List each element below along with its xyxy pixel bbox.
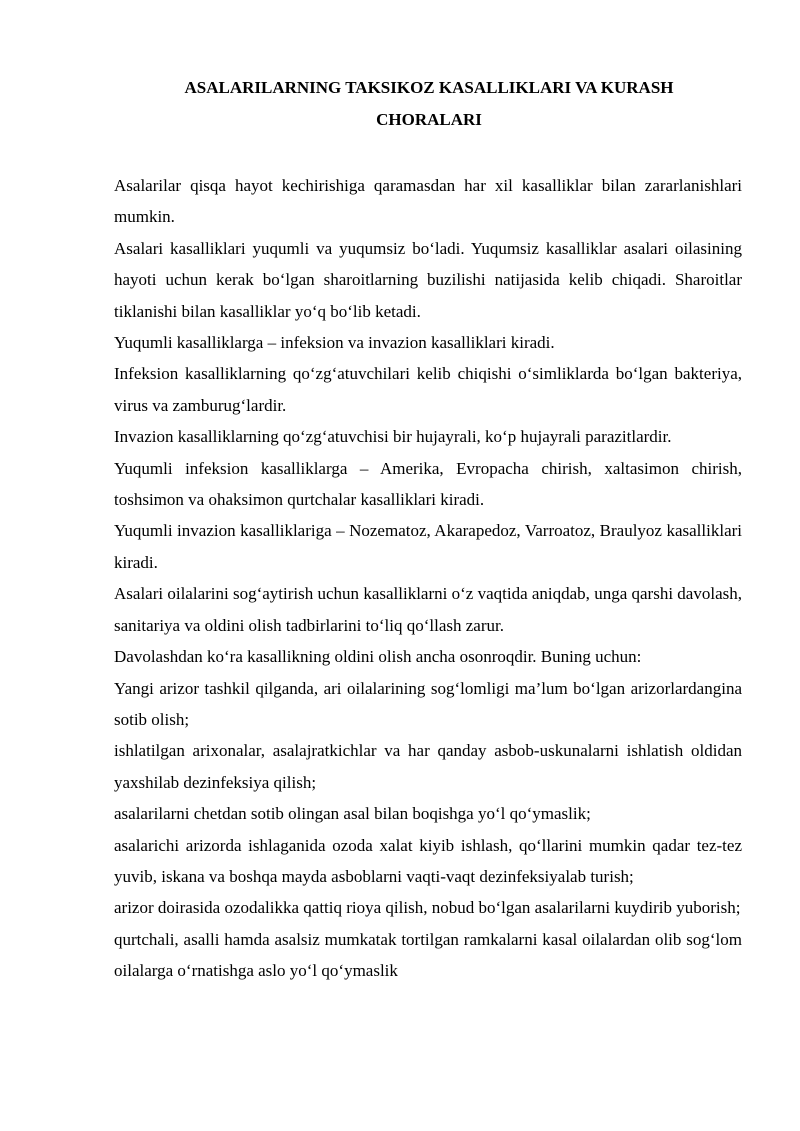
document-body — [114, 170, 742, 987]
document-title — [100, 72, 758, 136]
paragraph: asalarilarni chetdan sotib olingan asal bilan boqishga yo‘l qo‘ymaslik; — [114, 804, 591, 824]
paragraph: arizor doirasida ozodalikka qattiq rioya qilish, nobud bo‘lgan asalarilarni kuydirib yuborish; — [114, 898, 741, 918]
paragraph: qurtchali, asalli hamda asalsiz mumkatak tortilgan ramkalarni kasal oilalardan olib sog‘lom oilalarga o‘rnatishga aslo yo‘l qo‘ymaslik — [114, 929, 742, 981]
paragraph: Asalarilar qisqa hayot kechirishiga qaramasdan har xil kasalliklar bilan zararlanishlari mumkin. — [114, 176, 742, 227]
paragraph: ishlatilgan arixonalar, asalajratkichlar va har qanday asbob-uskunalarni ishlatish oldidan yaxshilab dezinfeksiya qilish; — [114, 741, 742, 792]
paragraph: Yuqumli invazion kasalliklariga – Nozematoz, Akarapedoz, Varroatoz, Braulyoz kasalliklari kiradi. — [114, 521, 742, 572]
paragraph: Asalari kasalliklari yuqumli va yuqumsiz bo‘ladi. Yuqumsiz kasalliklar asalari oilasining hayoti uchun kerak bo‘lgan sharoitlarning buzilishi natijasida kelib chiqadi. Sharoitlar tiklanishi bilan kasalliklar yo‘q bo‘lib ketadi. — [114, 238, 742, 321]
title-line-2: CHORALARI — [376, 110, 482, 129]
paragraph: Yangi arizor tashkil qilganda, ari oilalarining sog‘lomligi ma’lum bo‘lgan arizorlardangina sotib olish; — [114, 678, 742, 729]
paragraph: Yuqumli infeksion kasalliklarga – Amerika, Evropacha chirish, xaltasimon chirish, toshsimon va ohaksimon qurtchalar kasalliklari kiradi. — [114, 458, 742, 510]
title-line-1: ASALARILARNING TAKSIKOZ KASALLIKLARI VA KURASH — [184, 78, 674, 97]
paragraph: asalarichi arizorda ishlaganida ozoda xalat kiyib ishlash, qo‘llarini mumkin qadar tez-tez yuvib, iskana va boshqa mayda asboblarni vaqti-vaqt dezinfeksiyalab turish; — [114, 835, 742, 886]
paragraph: Davolashdan ko‘ra kasallikning oldini olish ancha osonroqdir. Buning uchun: — [114, 647, 642, 667]
paragraph: Invazion kasalliklarning qo‘zg‘atuvchisi bir hujayrali, ko‘p hujayrali parazitlardir. — [114, 427, 672, 447]
paragraph: Asalari oilalarini sog‘aytirish uchun kasalliklarni o‘z vaqtida aniqdab, unga qarshi davolash, sanitariya va oldini olish tadbirlarini to‘liq qo‘llash zarur. — [114, 584, 742, 635]
paragraph: Yuqumli kasalliklarga – infeksion va invazion kasalliklari kiradi. — [114, 333, 555, 353]
paragraph: Infeksion kasalliklarning qo‘zg‘atuvchilari kelib chiqishi o‘simliklarda bo‘lgan bakteriya, virus va zamburug‘lardir. — [114, 364, 742, 415]
